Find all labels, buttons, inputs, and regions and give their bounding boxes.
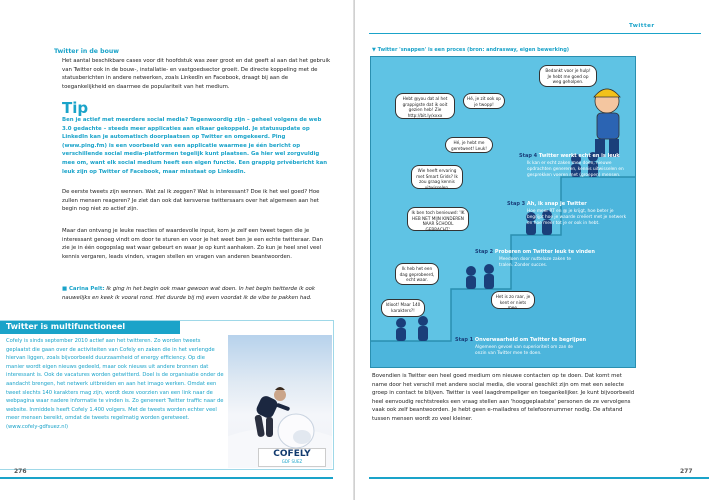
figure-caption xyxy=(372,47,569,53)
box-header xyxy=(0,321,180,334)
sidebar-box xyxy=(0,320,334,470)
stage-2-description: Meedoen door nutteloze zaken te tralen. Zonder succes. xyxy=(499,257,572,268)
tip-paragraph: Ben je actief met meerdere social media? Tegenwoordig zijn – geheel volgens de web 3.0 gedachte – steeds meer applicaties aan elkaar gekoppeld. Je statusupdate op LinkedIn kan je automatisch doorplaatsen op Twitter en omgekeerd. Ping (www.ping.fm) is een voorbeeld van een applicatie waarmee je één bericht op verschillende social media-platformen tegelijk kunt plaatsen. Ga hier wel zorgvuldig mee om, want elk social medium heeft een eigen functie. Een grappig privébericht kan leuk zijn op Twitter of Facebook, maar misstaat op LinkedIn. xyxy=(62,117,328,175)
stage-2-title: Stap 2 Proberen om Twitter leuk te vinden xyxy=(475,249,595,255)
running-header: Twitter xyxy=(629,23,655,29)
quote-text: Ik ging in het begin ook maar gewoon wat doen. In het begin twitterde ik ook nauwelijks en keek ik vooral rond. Het duurde bij mij even voordat ik de vibe te pakken had. xyxy=(62,286,316,301)
speech-bubble: Ik ben toch benieuwd: 'IK HEB NET MIJN KINDEREN NAAR SCHOOL GEBRACHT.' xyxy=(407,207,469,231)
speech-bubble: Wie heeft ervaring met Smart Grids? Ik zou graag kennis uitwisselen. xyxy=(411,165,463,189)
body-paragraph: Bovendien is Twitter een heel goed medium om nieuwe contacten op te doen. Dat komt met name door het verschil met andere social media, die vooral geschikt zijn om met een selecte groep in contact te blijven. Twitter is veel laagdrempeliger en toegankelijker. Je kunt bijvoorbeeld heel eenvoudig rechtstreeks een vraag stellen aan 'hooggeplaatste' personen de ze vervolgens vaak ook zelf beantwoorden. Je hebt geen e-mailadres of telefoonnummer nodig. De afstand tussen mensen wordt zo veel kleiner. xyxy=(372,373,635,422)
footer-rule xyxy=(0,477,333,479)
stage-3-title: Stap 3 Ah, ik snap je Twitter xyxy=(507,201,587,207)
left-page xyxy=(0,0,354,500)
speech-bubble: Bedankt voor je hulp! Je hebt me goed op weg geholpen. xyxy=(539,65,597,87)
speech-bubble: Het is zo raar, je kent er niets mee. xyxy=(491,291,535,309)
twitter-process-cartoon xyxy=(370,56,636,368)
builder-figure-icon xyxy=(594,89,620,157)
box-title: Twitter is multifunctioneel xyxy=(6,322,126,331)
quote xyxy=(62,285,332,302)
snow-photo xyxy=(228,335,332,468)
body-paragraph: Maar dan ontvang je leuke reacties of waardevolle input, kom je zelf een tweet tegen die je interessant genoeg vindt om door te sturen en voor je het weet ben je een echte twitteraar. Dan zie je in één oogopslag wat waar gebeurt en waar je op kunt aanhaken. Zo kun je heel snel veel kennis vergaren, leads vinden, vragen stellen en vragen van anderen beantwoorden. xyxy=(62,228,323,260)
stage-3-description: Hoe meer RT en @ je krijgt, hoe beter je begrijpt hoe je waarde creëert met je netwerk en hoe meer tot je er ook in hebt. xyxy=(527,209,627,226)
speech-bubble: Idioot! Maar 140 karakters?! xyxy=(381,299,425,317)
page-number: 276 xyxy=(14,468,27,475)
stage-1-title: Stap 1 Onverwaarheid om Twitter te begrijpen xyxy=(455,337,587,343)
intro-paragraph: Het aantal beschikbare cases voor dit hoofdstuk was zeer groot en dat geeft al aan dat het gebruik van Twitter ook in de bouw-, installatie- en vastgoedsector groeit. De directe koppeling met de statusberichten in andere netwerken, zoals LinkedIn en Facebook, draagt bij aan de toegankelijkheid en daarmee de populariteit van het medium. xyxy=(62,58,331,90)
stage-4-description: Ik kan er echt zaken mee doen, nieuwe opdrachten genereren, kennis uitwisselen en gesprekken voeren met (groepen) mensen. xyxy=(527,161,624,178)
speech-bubble: Hebt @you dat al het grappigste dat ik ooit gezien heb! Zie http://bit.ly/xxxx xyxy=(395,93,455,119)
cofely-logo: COFELY GDF SUEZ xyxy=(258,448,326,467)
caption-source: (bron: andrasway, eigen bewerking) xyxy=(467,47,570,53)
stage-1-description: Algemeen gevoel van superioriteit om zan de onzin van Twitter mee te doen. xyxy=(475,345,574,356)
footer-rule xyxy=(369,477,709,479)
page-number: 277 xyxy=(680,468,693,475)
section-heading: Twitter in de bouw xyxy=(54,48,119,55)
box-text: Cofely is sinds september 2010 actief aan het twitteren. Zo worden tweets geplaatst die gaan over de activiteiten van Cofely en zaken die in het verlengde hiervan liggen, zoals bijvoorbeeld duurzaamheid of energy efficiency. Op die manier wordt eigen nieuws gedeeld, maar ook nieuws uit andere bronnen dat interessant is. Ook de vacatures worden getwitterd. Doel is de organisatie onder de aandacht brengen, het netwerk uitbreiden en aan het imago werken. Omdat een tweet slechts 140 karakters mag zijn, wordt deze voorzien van een link naar de webpagina waar nadere informatie te vinden is. Zo genereert Twitter traffic naar de website. Inmiddels heeft Cofely 1.400 volgers. Met de tweets worden echter veel meer mensen bereikt, omdat de tweets regelmatig worden geretweet. (www.cofely-gdfsuez.nl) xyxy=(6,338,224,430)
speech-bubble: Ik heb het een dag geprobeerd, echt waar. xyxy=(395,263,439,285)
tip-title: Tip xyxy=(62,99,89,117)
speech-bubble: Hé, je zit ook op je twopp! xyxy=(463,93,505,109)
quote-author: ■ Carina Pelt: xyxy=(62,286,105,292)
speech-bubble: Hé, je hebt me geretweet! Leuk! xyxy=(445,137,493,153)
body-paragraph: De eerste tweets zijn wennen. Wat zal ik zeggen? Wat is interessant? Doe ik het wel goed? Hoe zullen mensen reageren? Je ziet dan ook dat kersverse twittersaars over het algemeen aan het begin nog niet zo actief zijn. xyxy=(62,189,320,213)
header-rule xyxy=(369,33,701,34)
stage-4-title: Stap 4 Twitter werkt echt en is leuk xyxy=(519,153,620,159)
caption-marker: ▼ Twitter 'snappen' is een proces xyxy=(372,47,468,53)
